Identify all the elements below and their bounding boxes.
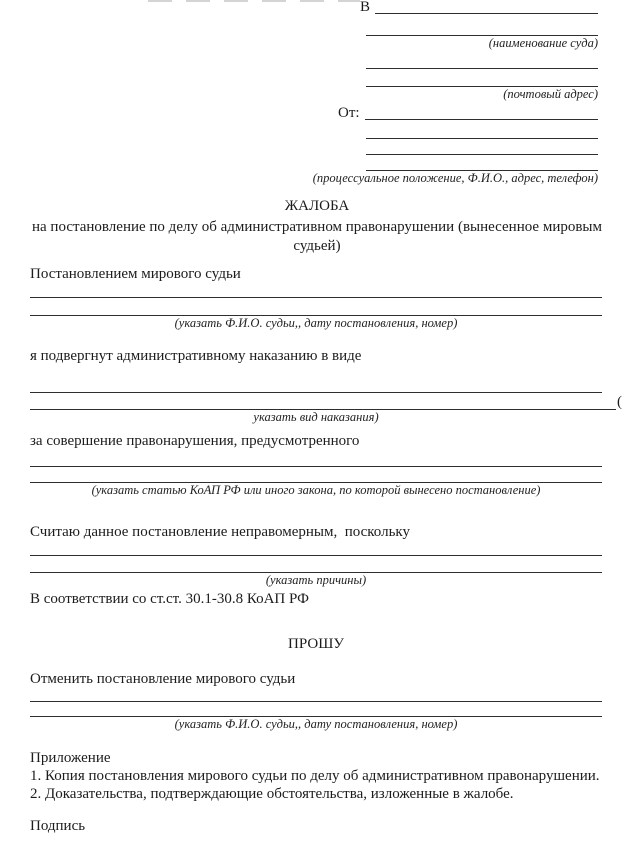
blank-field-line-with-paren [30, 393, 622, 410]
blank-field-line [365, 119, 598, 120]
blank-field-line [30, 541, 602, 556]
from-label: От: [338, 105, 360, 121]
open-paren: ( [617, 394, 622, 410]
blank-field-line [30, 467, 602, 483]
article-caption: (указать статью КоАП РФ или иного закона, по которой вынесено постановление) [91, 483, 541, 497]
request-line: Отменить постановление мирового судьи [30, 671, 296, 687]
header-addressee-block [312, 0, 598, 186]
request-heading: ПРОШУ [288, 636, 344, 652]
postal-address-caption: (почтовый адрес) [503, 87, 598, 101]
objection-line: Считаю данное постановление неправомерным, поскольку [30, 524, 410, 540]
blank-field-line [30, 556, 602, 573]
blank-field-line [30, 298, 602, 316]
from-caption: (процессуальное положение, Ф.И.О., адрес, телефон) [312, 171, 598, 185]
attachments-heading: Приложение [30, 750, 111, 766]
blank-field-line [366, 69, 598, 87]
reasons-caption: (указать причины) [265, 573, 367, 587]
court-line [338, 2, 598, 14]
blank-field-line [30, 393, 616, 410]
offense-line: за совершение правонарушения, предусмотренного [30, 433, 360, 449]
blank-field-line [366, 51, 598, 69]
blank-field-line [366, 139, 598, 155]
signature-label: Подпись [30, 818, 86, 834]
court-name-caption: (наименование суда) [488, 36, 598, 50]
court-prefix-label: В [360, 0, 371, 15]
blank-field-line [30, 365, 602, 393]
from-line [338, 102, 598, 120]
document-subtitle: на постановление по делу об административном правонарушении (вынесенное мировым судьей) [32, 219, 602, 254]
document-title-block [0, 197, 634, 256]
blank-field-line [30, 450, 602, 467]
document-title: ЖАЛОБА [284, 198, 350, 214]
blank-field-line [30, 702, 602, 717]
legal-basis-line: В соответствии со ст.ст. 30.1-30.8 КоАП РФ [30, 591, 309, 607]
penalty-line: я подвергнут административному наказанию в виде [30, 348, 362, 364]
blank-field-line [375, 13, 598, 14]
attachment-item: 1. Копия постановления мирового судьи по делу об административном правонарушении. [30, 768, 600, 784]
blank-field-line [30, 688, 602, 702]
attachment-item: 2. Доказательства, подтверждающие обстоятельства, изложенные в жалобе. [30, 786, 514, 802]
blank-field-line [366, 120, 598, 139]
judge-caption: (указать Ф.И.О. судьи,, дату постановления, номер) [174, 717, 458, 731]
blank-field-line [30, 283, 602, 298]
penalty-caption: указать вид наказания) [253, 410, 379, 424]
scan-crop-artifact [148, 0, 360, 2]
intro-line: Постановлением мирового судьи [30, 266, 241, 282]
judge-caption: (указать Ф.И.О. судьи,, дату постановления, номер) [174, 316, 458, 330]
blank-field-line [366, 155, 598, 171]
blank-field-line [366, 14, 598, 36]
document-body [30, 260, 622, 835]
